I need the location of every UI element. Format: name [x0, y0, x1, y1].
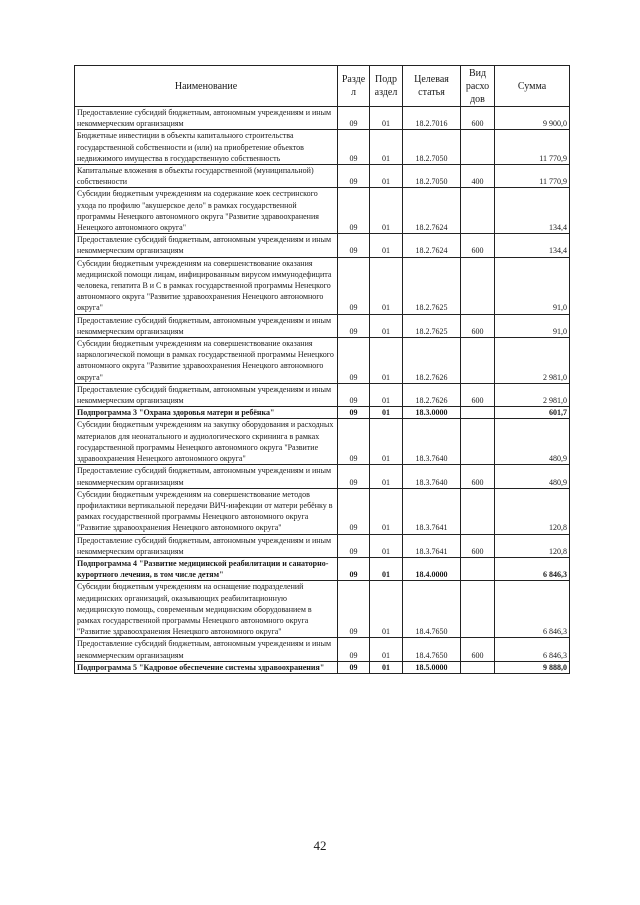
row-section: 09 [338, 419, 370, 465]
table-row [75, 465, 570, 488]
row-kind [461, 581, 495, 638]
row-section: 09 [338, 383, 370, 406]
row-name: Субсидии бюджетным учреждениям на закупку оборудования и расходных материалов для неонатального и аудиологического скрининга в рамках государственной программы Ненецкого автономного округа "Развитие здравоохранения Ненецкого автономного округа" [75, 419, 338, 465]
row-subsection: 01 [370, 314, 403, 337]
row-section: 09 [338, 581, 370, 638]
row-kind [461, 557, 495, 580]
row-kind: 600 [461, 383, 495, 406]
row-section: 09 [338, 465, 370, 488]
row-subsection: 01 [370, 557, 403, 580]
row-target: 18.2.7626 [403, 383, 461, 406]
row-name: Субсидии бюджетным учреждениям на совершенствование методов профилактики вертикальной передачи ВИЧ-инфекции от матери ребёнку в рамках государственной программы Ненецкого автономного округа "Развитие здравоохранения Ненецкого автономного округа" [75, 488, 338, 534]
row-subsection: 01 [370, 419, 403, 465]
row-name: Предоставление субсидий бюджетным, автономным учреждениям и иным некоммерческим организациям [75, 383, 338, 406]
row-section: 09 [338, 638, 370, 661]
table-row [75, 419, 570, 465]
row-subsection: 01 [370, 534, 403, 557]
row-name: Подпрограмма 4 "Развитие медицинской реабилитации и санаторно-курортного лечения, в том числе детям" [75, 557, 338, 580]
row-kind [461, 338, 495, 384]
table-row [75, 581, 570, 638]
row-subsection: 01 [370, 234, 403, 257]
row-target: 18.2.7624 [403, 234, 461, 257]
row-sum: 134,4 [495, 234, 570, 257]
row-name: Предоставление субсидий бюджетным, автономным учреждениям и иным некоммерческим организациям [75, 234, 338, 257]
row-kind: 600 [461, 534, 495, 557]
table-row [75, 638, 570, 661]
row-sum: 2 981,0 [495, 383, 570, 406]
row-subsection: 01 [370, 581, 403, 638]
row-section: 09 [338, 557, 370, 580]
header-sum: Сумма [495, 66, 570, 107]
row-sum: 11 770,9 [495, 130, 570, 165]
row-kind: 600 [461, 234, 495, 257]
table-body [75, 107, 570, 674]
table-row [75, 257, 570, 314]
row-name: Предоставление субсидий бюджетным, автономным учреждениям и иным некоммерческим организациям [75, 314, 338, 337]
row-sum: 601,7 [495, 407, 570, 419]
row-name: Субсидии бюджетным учреждениям на оснащение подразделений медицинских организаций, оказывающих реабилитационную медицинскую помощь, современным медицинским оборудованием в рамках государственной программы Ненецкого автономного округа "Развитие здравоохранения Ненецкого автономного округа" [75, 581, 338, 638]
table-row [75, 130, 570, 165]
table-row [75, 557, 570, 580]
row-name: Подпрограмма 3 "Охрана здоровья матери и ребёнка" [75, 407, 338, 419]
row-target: 18.2.7624 [403, 188, 461, 234]
row-sum: 91,0 [495, 314, 570, 337]
row-section: 09 [338, 534, 370, 557]
row-sum: 9 888,0 [495, 661, 570, 673]
row-target: 18.3.7641 [403, 534, 461, 557]
row-section: 09 [338, 488, 370, 534]
row-section: 09 [338, 165, 370, 188]
row-kind [461, 257, 495, 314]
row-sum: 480,9 [495, 419, 570, 465]
row-section: 09 [338, 107, 370, 130]
row-target: 18.4.7650 [403, 638, 461, 661]
table-row [75, 234, 570, 257]
row-subsection: 01 [370, 165, 403, 188]
row-sum: 6 846,3 [495, 557, 570, 580]
row-kind [461, 130, 495, 165]
row-kind [461, 407, 495, 419]
header-kind: Вид расхо дов [461, 66, 495, 107]
header-section: Разде л [338, 66, 370, 107]
row-name: Предоставление субсидий бюджетным, автономным учреждениям и иным некоммерческим организациям [75, 534, 338, 557]
row-target: 18.2.7625 [403, 314, 461, 337]
row-section: 09 [338, 234, 370, 257]
row-name: Субсидии бюджетным учреждениям на содержание коек сестринского ухода по профилю "акушерское дело" в рамках государственной программы Ненецкого автономного округа "Развитие здравоохранения Ненецкого автономного округа" [75, 188, 338, 234]
row-section: 09 [338, 338, 370, 384]
row-name: Субсидии бюджетным учреждениям на совершенствование оказания медицинской помощи лицам, инфицированным вирусом иммунодефицита человека, гепатита B и C в рамках государственной программы Ненецкого автономного округа "Развитие здравоохранения Ненецкого автономного округа" [75, 257, 338, 314]
row-name: Предоставление субсидий бюджетным, автономным учреждениям и иным некоммерческим организациям [75, 465, 338, 488]
table-row [75, 383, 570, 406]
row-target: 18.2.7626 [403, 338, 461, 384]
row-section: 09 [338, 188, 370, 234]
table-row [75, 661, 570, 673]
row-name: Подпрограмма 5 "Кадровое обеспечение системы здравоохранения" [75, 661, 338, 673]
row-name: Предоставление субсидий бюджетным, автономным учреждениям и иным некоммерческим организациям [75, 638, 338, 661]
row-sum: 91,0 [495, 257, 570, 314]
row-subsection: 01 [370, 130, 403, 165]
row-target: 18.4.0000 [403, 557, 461, 580]
row-sum: 120,8 [495, 488, 570, 534]
row-kind: 600 [461, 465, 495, 488]
page-number: 42 [313, 838, 327, 853]
row-section: 09 [338, 257, 370, 314]
row-name: Бюджетные инвестиции в объекты капитального строительства государственной собственности и (или) на приобретение объектов недвижимого имущества в государственную собственность [75, 130, 338, 165]
row-section: 09 [338, 130, 370, 165]
row-kind [461, 419, 495, 465]
table-row [75, 488, 570, 534]
row-sum: 480,9 [495, 465, 570, 488]
header-subsection: Подр аздел [370, 66, 403, 107]
row-sum: 134,4 [495, 188, 570, 234]
budget-table [74, 65, 570, 674]
row-target: 18.2.7050 [403, 165, 461, 188]
table-row [75, 188, 570, 234]
row-subsection: 01 [370, 638, 403, 661]
row-kind [461, 488, 495, 534]
row-kind [461, 188, 495, 234]
table-row [75, 407, 570, 419]
row-target: 18.2.7050 [403, 130, 461, 165]
table-header-row [75, 66, 570, 107]
row-target: 18.5.0000 [403, 661, 461, 673]
row-subsection: 01 [370, 338, 403, 384]
row-name: Субсидии бюджетным учреждениям на совершенствование оказания наркологической помощи в рамках государственной программы Ненецкого автономного округа "Развитие здравоохранения Ненецкого автономного округа" [75, 338, 338, 384]
row-subsection: 01 [370, 407, 403, 419]
row-target: 18.3.7641 [403, 488, 461, 534]
row-kind [461, 661, 495, 673]
row-subsection: 01 [370, 661, 403, 673]
table-row [75, 338, 570, 384]
header-name: Наименование [75, 66, 338, 107]
row-target: 18.3.7640 [403, 419, 461, 465]
row-sum: 2 981,0 [495, 338, 570, 384]
row-sum: 6 846,3 [495, 638, 570, 661]
table-row [75, 107, 570, 130]
row-subsection: 01 [370, 257, 403, 314]
row-sum: 9 900,0 [495, 107, 570, 130]
table-row [75, 165, 570, 188]
row-kind: 600 [461, 107, 495, 130]
table-row [75, 534, 570, 557]
row-sum: 6 846,3 [495, 581, 570, 638]
row-subsection: 01 [370, 488, 403, 534]
row-section: 09 [338, 661, 370, 673]
row-target: 18.3.7640 [403, 465, 461, 488]
header-target: Целевая статья [403, 66, 461, 107]
row-kind: 400 [461, 165, 495, 188]
row-section: 09 [338, 314, 370, 337]
row-sum: 11 770,9 [495, 165, 570, 188]
row-section: 09 [338, 407, 370, 419]
row-target: 18.2.7625 [403, 257, 461, 314]
row-target: 18.3.0000 [403, 407, 461, 419]
table-row [75, 314, 570, 337]
row-subsection: 01 [370, 107, 403, 130]
row-name: Капитальные вложения в объекты государственной (муниципальной) собственности [75, 165, 338, 188]
row-target: 18.2.7016 [403, 107, 461, 130]
row-sum: 120,8 [495, 534, 570, 557]
row-subsection: 01 [370, 188, 403, 234]
row-name: Предоставление субсидий бюджетным, автономным учреждениям и иным некоммерческим организациям [75, 107, 338, 130]
row-kind: 600 [461, 638, 495, 661]
row-subsection: 01 [370, 465, 403, 488]
row-kind: 600 [461, 314, 495, 337]
row-target: 18.4.7650 [403, 581, 461, 638]
row-subsection: 01 [370, 383, 403, 406]
